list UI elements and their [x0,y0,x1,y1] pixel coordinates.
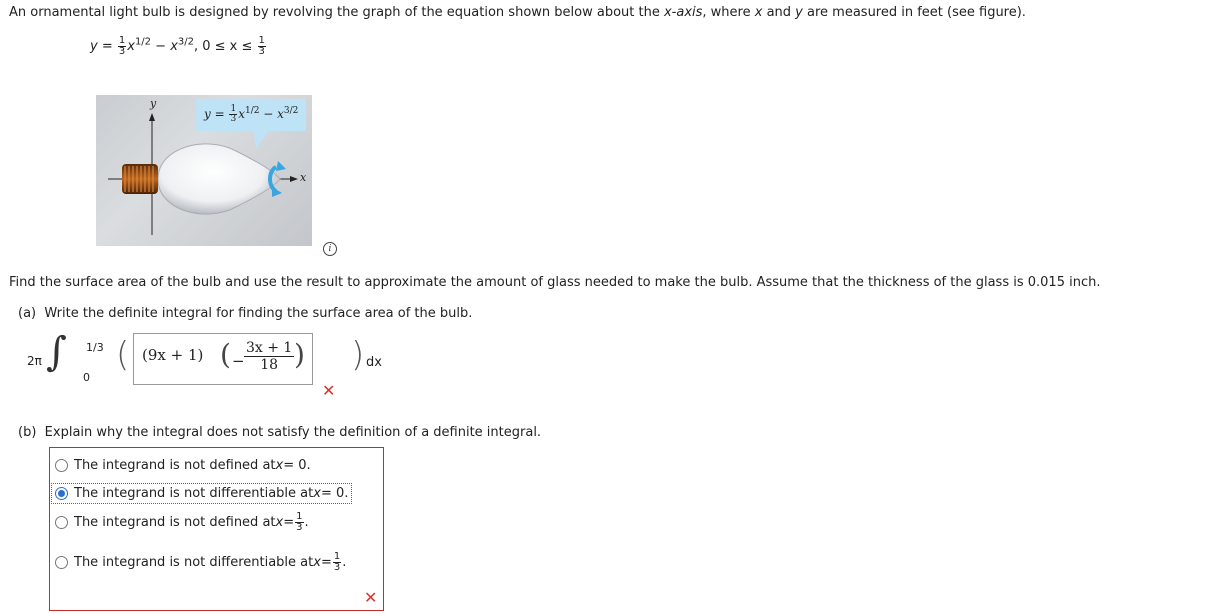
choice-option-4[interactable]: The integrand is not differentiable at x = $\frac{1}{3}$ . [55,552,346,573]
choice-option-1[interactable]: The integrand is not defined at x = 0. [55,458,311,473]
part-a-prompt: (a) Write the definite integral for finding the surface area of the bulb. [18,306,473,321]
right-paren: ) [351,335,365,375]
radio-button[interactable] [55,556,68,569]
integral-prefix: 2π [27,354,42,368]
figure-callout: y = $\frac{1}{3}$ $x^{1/2} - x^{3/2}$ [204,104,299,124]
intro-text: An ornamental light bulb is designed by revolving the graph of the equation shown below about the x-axis, where x and y are measured in feet (see figure). [9,5,1026,20]
bulb-equation: y = $\frac{1}{3}$ $x^{1/2} - x^{3/2}$, 0 ≤ x ≤ $\frac{1}{3}$ [90,35,265,57]
integral-lower-limit: 0 [83,371,90,384]
integrand-fraction: 3x + 1 18 [246,340,293,373]
part-b-incorrect-icon: ✕ [364,588,378,607]
radio-button-selected[interactable] [55,487,68,500]
integral-upper-limit: 1/3 [86,341,104,354]
info-icon[interactable]: i [323,242,337,256]
part-b-prompt: (b) Explain why the integral does not satisfy the definition of a definite integral. [18,425,542,440]
bulb-figure [96,95,312,246]
x-axis-label: x [300,171,307,184]
integral-sign: ∫ [46,329,67,375]
left-paren: ( [116,335,130,375]
part-b-choices [49,447,384,611]
choice-option-3[interactable]: The integrand is not defined at x = $\frac{1}{3}$ . [55,512,309,533]
y-axis-label: y [150,97,157,110]
choice-option-2[interactable]: The integrand is not differentiable at x = 0. [52,484,351,503]
integrand-answer-input[interactable]: (9x + 1) ( − 3x + 1 18 ) [133,333,313,385]
question-text: Find the surface area of the bulb and use the result to approximate the amount of glass needed to make the bulb. Assume that the thickness of the glass is 0.015 inch. [9,275,1101,290]
radio-button[interactable] [55,459,68,472]
part-a-incorrect-icon: ✕ [322,381,336,400]
dx-label: dx [366,355,382,370]
radio-button[interactable] [55,516,68,529]
integrand-expression: (9x + 1) [142,346,204,364]
